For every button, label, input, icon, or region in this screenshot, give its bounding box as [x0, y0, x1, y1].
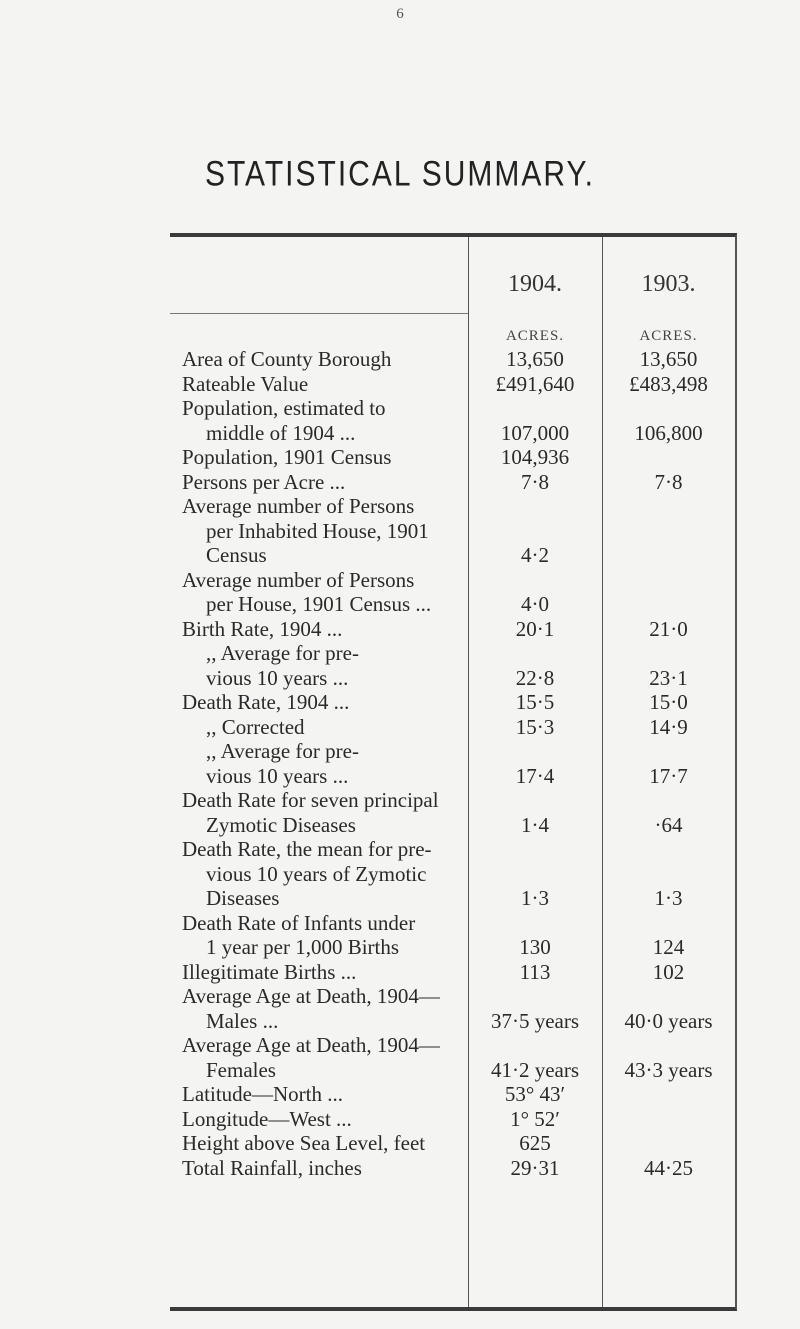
table-row — [170, 1082, 735, 1107]
row-label-line: Death Rate for seven principal — [182, 788, 439, 812]
row-label-line: per House, 1901 Census ... — [206, 592, 432, 616]
value-1904: 53° 43′ — [504, 1082, 566, 1106]
row-label — [170, 690, 468, 715]
table-row — [170, 788, 735, 837]
row-label-line: vious 10 years ... — [206, 665, 349, 690]
row-label — [170, 1156, 468, 1181]
value-1904: 130 — [519, 935, 551, 959]
row-label — [170, 715, 468, 740]
table-row — [170, 396, 735, 445]
table-row — [170, 470, 735, 495]
row-label-line: Census — [206, 543, 267, 567]
table-row — [170, 1131, 735, 1156]
row-label-line: Death Rate, the mean for pre- — [182, 837, 432, 861]
row-label-line: Death Rate of Infants under — [182, 910, 416, 935]
table-body — [170, 347, 735, 1180]
row-label — [170, 372, 468, 397]
table-row — [170, 568, 735, 617]
row-label-line: vious 10 years ... — [206, 763, 349, 788]
row-label-line: Average number of Persons — [182, 567, 415, 592]
unit-label-1903: ACRES. — [639, 328, 698, 344]
row-label — [170, 1082, 468, 1107]
table-row — [170, 690, 735, 715]
value-1904: 15·5 — [515, 690, 555, 714]
row-label-line: Longitude—West ... — [182, 1106, 352, 1131]
value-1903: 40·0 years — [624, 1008, 713, 1033]
row-label — [170, 641, 468, 690]
value-1903: £483,498 — [629, 371, 708, 396]
table-row — [170, 1107, 735, 1132]
table-row — [170, 1156, 735, 1181]
table-row — [170, 715, 735, 740]
column-header-1904: 1904. — [508, 271, 562, 297]
value-1904: 1·3 — [521, 886, 549, 910]
column-header-1903: 1903. — [641, 271, 696, 297]
row-label-line: Persons per Acre ... — [182, 469, 346, 494]
value-1904: 20·1 — [515, 616, 555, 641]
row-label-line: middle of 1904 ... — [206, 420, 356, 445]
value-1904: 113 — [519, 959, 551, 984]
row-label — [170, 837, 468, 911]
row-label-line: ,, Corrected — [206, 714, 305, 739]
row-label — [170, 739, 468, 788]
table-row — [170, 372, 735, 397]
value-1904: 107,000 — [500, 420, 570, 445]
value-1903: 17·7 — [649, 763, 688, 788]
row-label — [170, 788, 468, 837]
value-1903: 13,650 — [639, 347, 698, 371]
value-1904: £491,640 — [495, 371, 575, 396]
row-label-line: per Inhabited House, 1901 — [206, 518, 429, 543]
row-label — [170, 347, 468, 372]
row-label — [170, 494, 468, 568]
row-label-line: Average Age at Death, 1904— — [182, 1033, 440, 1057]
row-label — [170, 1033, 468, 1082]
row-label — [170, 568, 468, 617]
value-1903: 14·9 — [649, 714, 688, 739]
value-1903: 43·3 years — [624, 1057, 713, 1082]
row-label-line: Total Rainfall, inches — [182, 1155, 362, 1180]
row-label-line: Birth Rate, 1904 ... — [182, 616, 343, 641]
value-1904: 1° 52′ — [510, 1106, 560, 1131]
row-label — [170, 396, 468, 445]
value-1904: 7·8 — [521, 469, 549, 494]
row-label-line: vious 10 years of Zymotic — [206, 861, 427, 886]
row-label — [170, 445, 468, 470]
value-1903: 15·0 — [649, 690, 688, 714]
value-1904: 13,650 — [506, 347, 564, 371]
table-row — [170, 641, 735, 690]
row-label-line: ,, Average for pre- — [206, 641, 359, 665]
value-1903: 44·25 — [644, 1155, 693, 1180]
row-label-line: Rateable Value — [182, 371, 309, 396]
value-1904: 22·8 — [515, 665, 555, 690]
table-row — [170, 911, 735, 960]
row-label-line: Females — [206, 1057, 276, 1082]
table-row — [170, 347, 735, 372]
row-label-line: Population, estimated to — [182, 396, 386, 420]
row-label-line: Death Rate, 1904 ... — [182, 690, 350, 714]
value-1904: 17·4 — [515, 763, 555, 788]
value-1904: 104,936 — [500, 445, 570, 469]
page-title: STATISTICAL SUMMARY. — [204, 154, 596, 194]
row-label — [170, 984, 468, 1033]
row-label-line: 1 year per 1,000 Births — [206, 935, 400, 959]
row-label-line: Average number of Persons — [182, 494, 415, 518]
row-label-line: Latitude—North ... — [182, 1082, 343, 1106]
value-1904: 4·2 — [521, 543, 549, 567]
row-label-line: ,, Average for pre- — [206, 739, 359, 763]
value-1904: 1·4 — [521, 812, 549, 837]
row-label-line: Illegitimate Births ... — [182, 959, 357, 984]
unit-label-1904: ACRES. — [505, 328, 565, 344]
row-label — [170, 1131, 468, 1156]
row-label-line: Diseases — [206, 886, 280, 910]
value-1904: 625 — [519, 1131, 551, 1155]
value-1904: 15·3 — [515, 714, 555, 739]
row-label-line: Zymotic Diseases — [206, 812, 356, 837]
value-1903: 102 — [652, 959, 685, 984]
table-row — [170, 837, 735, 911]
table-row — [170, 739, 735, 788]
value-1903: 106,800 — [634, 420, 703, 445]
row-label-line: Average Age at Death, 1904— — [182, 984, 440, 1008]
value-1903: 7·8 — [654, 469, 683, 494]
row-label-line: Height above Sea Level, feet — [182, 1131, 426, 1155]
row-label-line: Area of County Borough — [182, 347, 392, 371]
value-1903: 21·0 — [649, 616, 688, 641]
table-row — [170, 984, 735, 1033]
table-row — [170, 494, 735, 568]
value-1903: 124 — [652, 935, 685, 959]
table-row — [170, 960, 735, 985]
table-row — [170, 445, 735, 470]
row-label-line: Males ... — [206, 1008, 279, 1033]
row-label — [170, 1107, 468, 1132]
page-number: 6 — [396, 6, 404, 22]
row-label-line: Population, 1901 Census — [182, 445, 392, 469]
value-1903: 1·3 — [654, 886, 683, 910]
header-rule — [170, 313, 468, 314]
summary-table — [170, 233, 737, 1311]
value-1904: 37·5 years — [490, 1008, 580, 1033]
row-label — [170, 617, 468, 642]
row-label — [170, 911, 468, 960]
value-1903: ·64 — [654, 812, 683, 837]
row-label — [170, 470, 468, 495]
value-1904: 29·31 — [510, 1155, 560, 1180]
value-1903: 23·1 — [649, 665, 688, 690]
value-1904: 4·0 — [521, 592, 549, 616]
table-row — [170, 617, 735, 642]
row-label — [170, 960, 468, 985]
table-row — [170, 1033, 735, 1082]
value-1904: 41·2 years — [490, 1057, 580, 1082]
